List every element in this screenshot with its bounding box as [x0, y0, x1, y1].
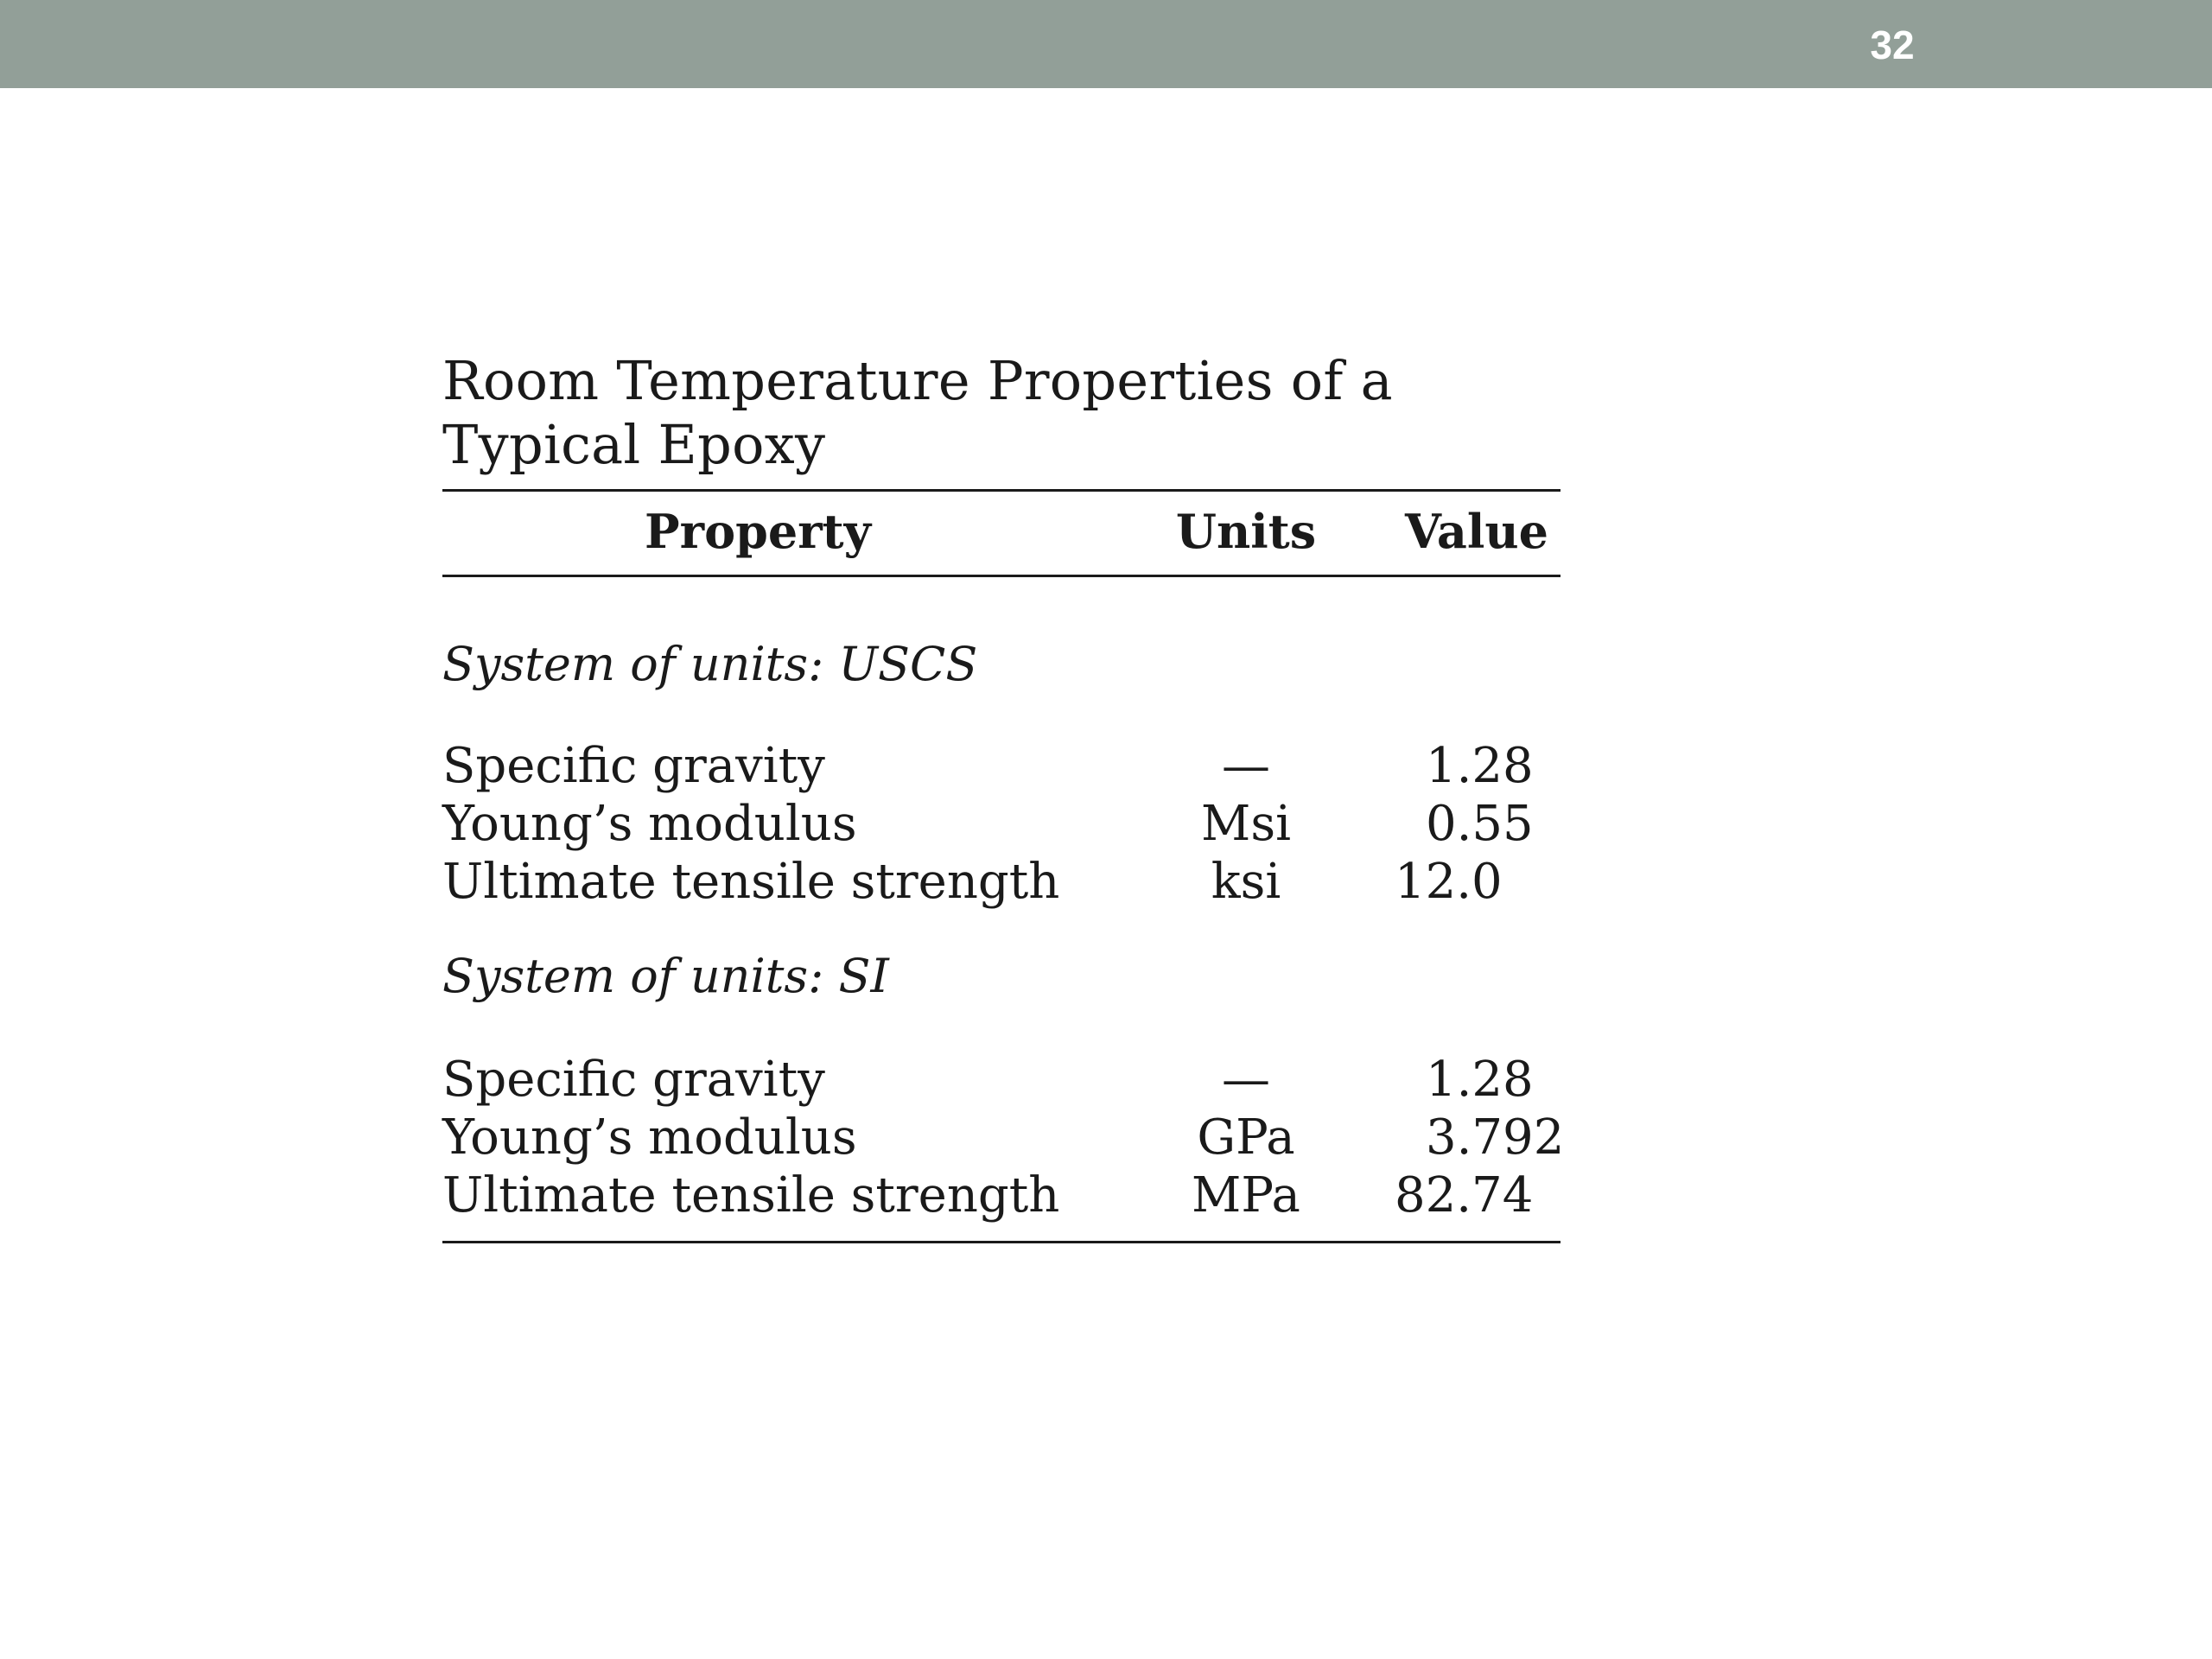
slide-number: 32	[1870, 22, 1915, 67]
row-property: Young’s modulus	[442, 1109, 857, 1166]
row-value: 3.792	[1426, 1109, 1565, 1166]
table-row	[442, 1109, 1565, 1167]
table-header-row	[442, 492, 1560, 577]
header-units: Units	[1175, 504, 1317, 559]
row-value: 1.28	[1426, 1052, 1534, 1108]
header-property: Property	[645, 504, 871, 559]
table-row	[442, 1052, 1560, 1109]
row-value: 82.74	[1395, 1167, 1534, 1224]
table-caption-line-2: Typical Epoxy	[442, 413, 826, 476]
epoxy-properties-table	[442, 349, 1565, 1243]
row-value: 0.55	[1426, 796, 1534, 852]
row-units: Msi	[1201, 796, 1291, 852]
row-property: Specific gravity	[442, 1052, 825, 1108]
table-caption-line-1: Room Temperature Properties of a	[442, 349, 1393, 412]
table-row	[442, 1167, 1560, 1225]
row-units: GPa	[1197, 1109, 1295, 1166]
row-property: Ultimate tensile strength	[442, 854, 1060, 910]
table-row	[442, 854, 1560, 912]
row-units: —	[1222, 1052, 1270, 1108]
row-units: MPa	[1192, 1167, 1300, 1224]
header-value: Value	[1404, 504, 1549, 559]
row-property: Ultimate tensile strength	[442, 1167, 1060, 1224]
table-caption	[442, 349, 1514, 477]
section-title-uscs: System of units: USCS	[442, 637, 978, 691]
section-title-si: System of units: SI	[442, 949, 889, 1003]
row-value: 12.0	[1395, 854, 1503, 910]
row-property: Young’s modulus	[442, 796, 857, 852]
row-units: ksi	[1211, 854, 1281, 910]
row-property: Specific gravity	[442, 738, 825, 794]
slide-header-bar	[0, 0, 2212, 88]
row-value: 1.28	[1426, 738, 1534, 794]
table-row	[442, 796, 1560, 854]
table-bottom-rule	[442, 1241, 1560, 1243]
table-row	[442, 738, 1560, 796]
row-units: —	[1222, 738, 1270, 794]
